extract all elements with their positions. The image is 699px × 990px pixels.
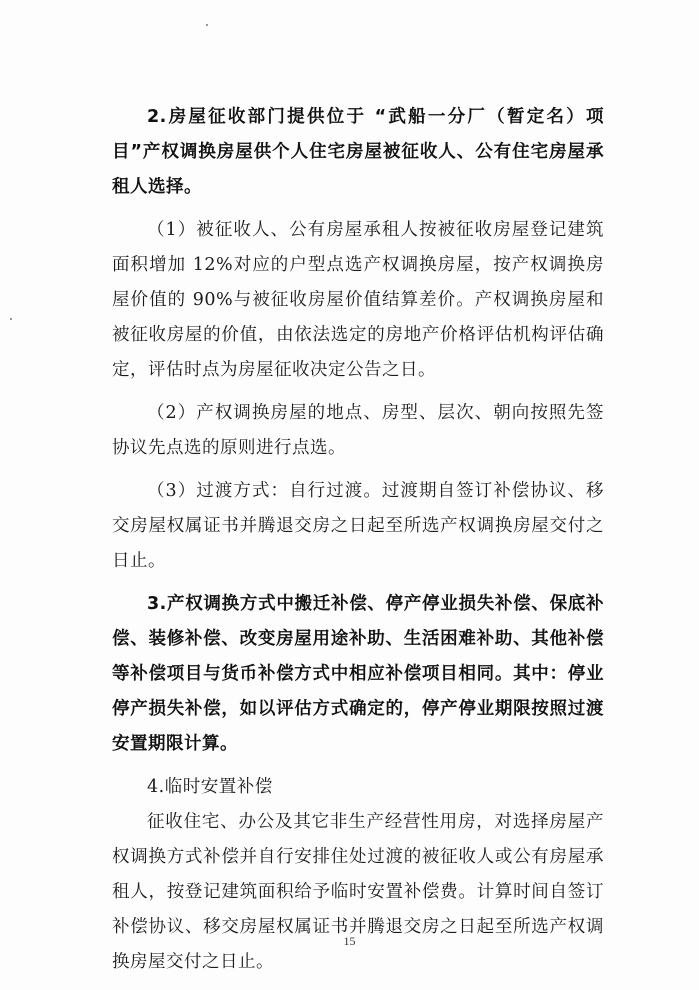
paragraph-4-heading: 4.临时安置补偿 xyxy=(147,777,273,797)
paragraph-4-body: 征收住宅、办公及其它非生产经营性用房，对选择房屋产权调换方式补偿并自行安排住处过渡的被征收人或公有房屋承租人，按登记建筑面积给予临时安置补偿费。计算时间自签订补偿协议、移交房屋权属证书并腾退交房之日起至所选产权调换房屋交付之日止。 xyxy=(112,812,604,972)
paragraph-2-heading: 2.房屋征收部门提供位于 “武船一分厂（暂定名）项目”产权调换房屋供个人住宅房屋被征收人、公有住宅房屋承租人选择。 xyxy=(112,107,604,197)
document-body xyxy=(112,100,604,988)
page-number: 15 xyxy=(343,934,356,948)
scan-speck xyxy=(206,24,208,26)
paragraph-3: 3.产权调换方式中搬迁补偿、停产停业损失补偿、保底补偿、装修补偿、改变房屋用途补助、生活困难补助、其他补偿等补偿项目与货币补偿方式中相应补偿项目相同。其中：停业停产损失补偿，如以评估方式确定的，停产停业期限按照过渡安置期限计算。 xyxy=(112,594,604,754)
paragraph-2-2: （2）产权调换房屋的地点、房型、层次、朝向按照先签协议先点选的原则进行点选。 xyxy=(112,403,604,458)
paragraph-2-3: （3）过渡方式：自行过渡。过渡期自签订补偿协议、移交房屋权属证书并腾退交房之日起至所选产权调换房屋交付之日止。 xyxy=(112,481,604,571)
scan-speck xyxy=(10,318,12,320)
paragraph-2-1: （1）被征收人、公有房屋承租人按被征收房屋登记建筑面积增加 12%对应的户型点选产权调换房屋，按产权调换房屋价值的 90%与被征收房屋价值结算差价。产权调换房屋和被征收房屋的价值，由依法选定的房地产价格评估机构评估确定，评估时点为房屋征收决定公告之日。 xyxy=(112,220,604,380)
